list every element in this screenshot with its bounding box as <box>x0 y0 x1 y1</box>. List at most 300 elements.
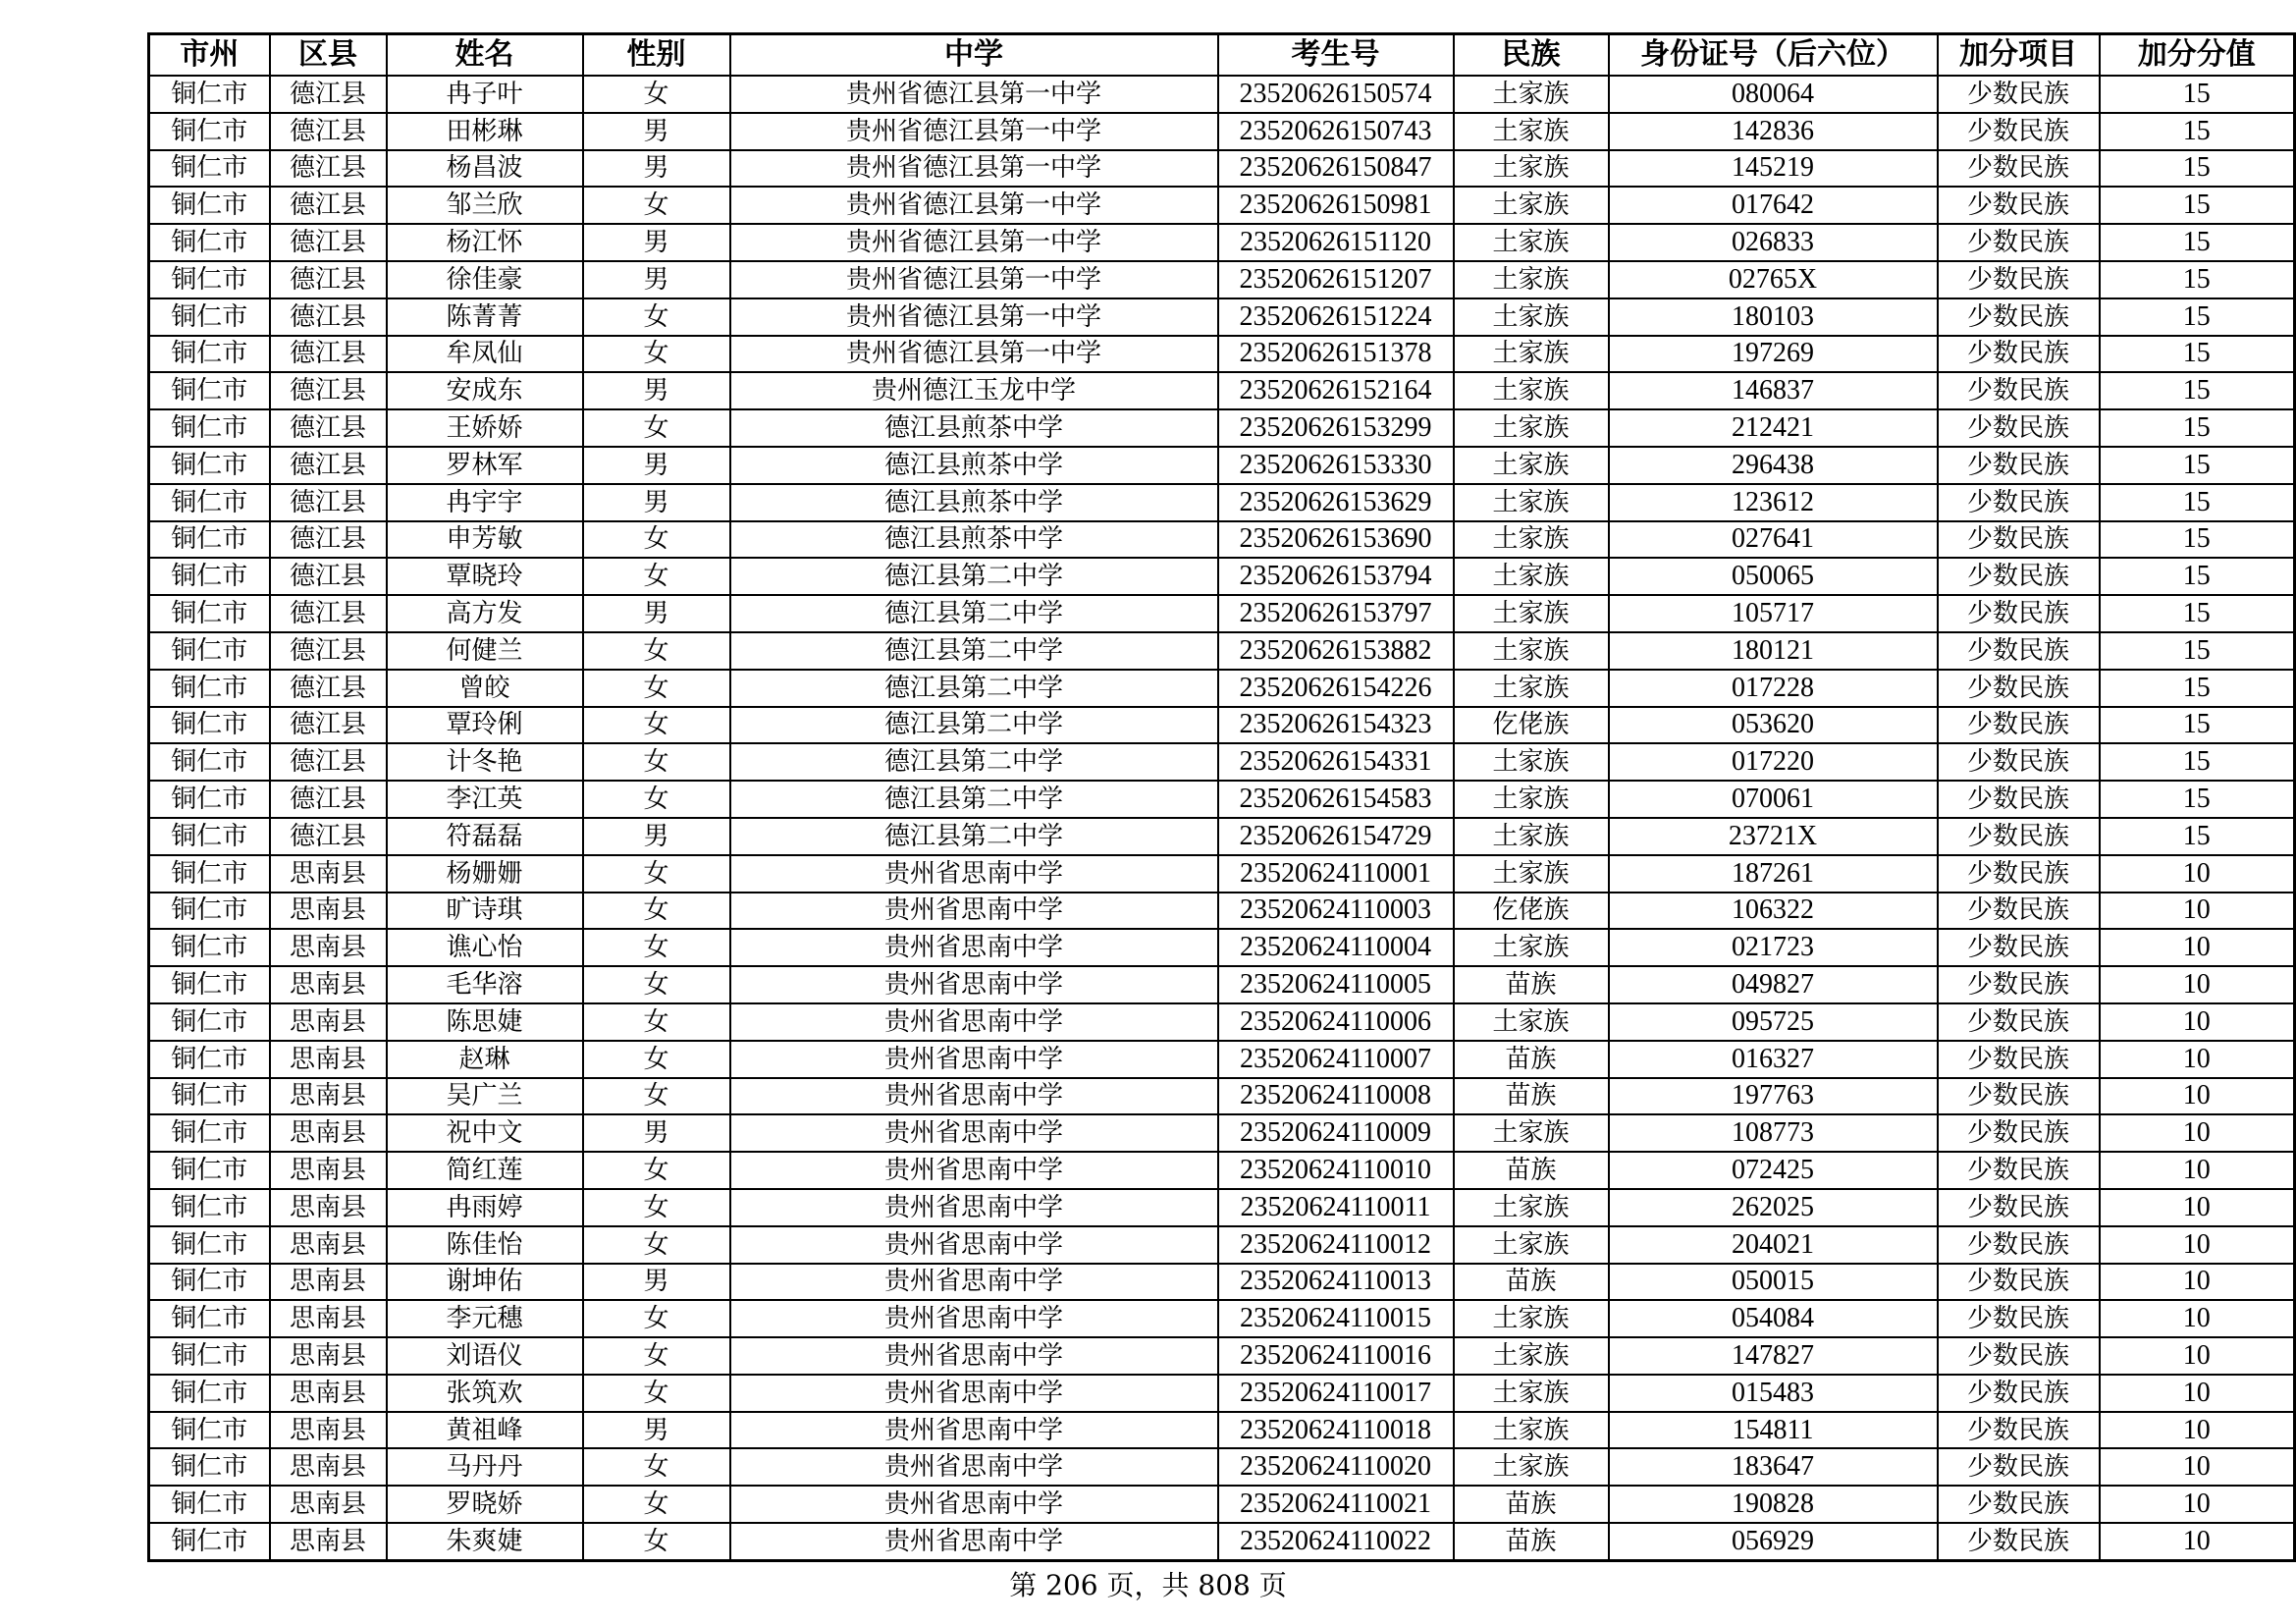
county-cell: 思南县 <box>270 1152 387 1189</box>
table-row <box>149 261 2295 298</box>
name-cell: 谢坤佑 <box>387 1264 583 1301</box>
county-cell: 德江县 <box>270 150 387 188</box>
county-cell: 德江县 <box>270 187 387 224</box>
name-cell: 邹兰欣 <box>387 187 583 224</box>
bonus-value-cell: 10 <box>2100 1300 2295 1337</box>
city-cell: 铜仁市 <box>149 1003 270 1041</box>
school-cell: 贵州省思南中学 <box>730 893 1218 930</box>
school-cell: 贵州省德江县第一中学 <box>730 187 1218 224</box>
city-cell: 铜仁市 <box>149 743 270 781</box>
header-city: 市州 <box>149 34 270 77</box>
gender-cell: 女 <box>583 929 730 966</box>
ethnicity-cell: 土家族 <box>1454 1189 1609 1226</box>
gender-cell: 女 <box>583 632 730 670</box>
exam-number-cell: 23520624110007 <box>1218 1041 1454 1078</box>
table-row <box>149 632 2295 670</box>
table-row <box>149 113 2295 150</box>
table-row <box>149 1003 2295 1041</box>
county-cell: 德江县 <box>270 298 387 336</box>
city-cell: 铜仁市 <box>149 298 270 336</box>
school-cell: 贵州省思南中学 <box>730 1523 1218 1560</box>
name-cell: 李元穗 <box>387 1300 583 1337</box>
school-cell: 德江县第二中学 <box>730 818 1218 855</box>
school-cell: 贵州省思南中学 <box>730 1152 1218 1189</box>
bonus-value-cell: 15 <box>2100 558 2295 595</box>
county-cell: 思南县 <box>270 929 387 966</box>
city-cell: 铜仁市 <box>149 1226 270 1264</box>
county-cell: 思南县 <box>270 893 387 930</box>
exam-number-cell: 23520626151224 <box>1218 298 1454 336</box>
bonus-value-cell: 15 <box>2100 336 2295 373</box>
gender-cell: 男 <box>583 1264 730 1301</box>
bonus-value-cell: 15 <box>2100 150 2295 188</box>
bonus-item-cell: 少数民族 <box>1938 855 2100 893</box>
gender-cell: 女 <box>583 1337 730 1375</box>
gender-cell: 女 <box>583 1078 730 1115</box>
bonus-value-cell: 15 <box>2100 743 2295 781</box>
id-suffix-cell: 072425 <box>1609 1152 1938 1189</box>
name-cell: 覃玲俐 <box>387 707 583 744</box>
id-suffix-cell: 053620 <box>1609 707 1938 744</box>
city-cell: 铜仁市 <box>149 1523 270 1560</box>
county-cell: 思南县 <box>270 1189 387 1226</box>
bonus-value-cell: 15 <box>2100 113 2295 150</box>
bonus-item-cell: 少数民族 <box>1938 1152 2100 1189</box>
city-cell: 铜仁市 <box>149 632 270 670</box>
city-cell: 铜仁市 <box>149 224 270 261</box>
gender-cell: 女 <box>583 1486 730 1523</box>
exam-number-cell: 23520626151120 <box>1218 224 1454 261</box>
city-cell: 铜仁市 <box>149 1264 270 1301</box>
bonus-item-cell: 少数民族 <box>1938 781 2100 818</box>
county-cell: 德江县 <box>270 409 387 447</box>
name-cell: 冉宇宇 <box>387 484 583 521</box>
exam-number-cell: 23520624110017 <box>1218 1375 1454 1412</box>
city-cell: 铜仁市 <box>149 1078 270 1115</box>
exam-number-cell: 23520626153330 <box>1218 447 1454 484</box>
ethnicity-cell: 土家族 <box>1454 781 1609 818</box>
ethnicity-cell: 土家族 <box>1454 187 1609 224</box>
bonus-item-cell: 少数民族 <box>1938 409 2100 447</box>
county-cell: 思南县 <box>270 1448 387 1486</box>
table-row <box>149 76 2295 113</box>
school-cell: 贵州省思南中学 <box>730 1412 1218 1449</box>
table-row <box>149 409 2295 447</box>
city-cell: 铜仁市 <box>149 670 270 707</box>
id-suffix-cell: 147827 <box>1609 1337 1938 1375</box>
id-suffix-cell: 204021 <box>1609 1226 1938 1264</box>
id-suffix-cell: 145219 <box>1609 150 1938 188</box>
bonus-value-cell: 15 <box>2100 261 2295 298</box>
id-suffix-cell: 187261 <box>1609 855 1938 893</box>
city-cell: 铜仁市 <box>149 1189 270 1226</box>
ethnicity-cell: 苗族 <box>1454 1486 1609 1523</box>
bonus-value-cell: 15 <box>2100 484 2295 521</box>
city-cell: 铜仁市 <box>149 855 270 893</box>
name-cell: 毛华溶 <box>387 966 583 1003</box>
table-row <box>149 1226 2295 1264</box>
name-cell: 祝中文 <box>387 1114 583 1152</box>
ethnicity-cell: 土家族 <box>1454 336 1609 373</box>
school-cell: 贵州省思南中学 <box>730 1300 1218 1337</box>
city-cell: 铜仁市 <box>149 336 270 373</box>
gender-cell: 女 <box>583 1226 730 1264</box>
gender-cell: 男 <box>583 1114 730 1152</box>
table-row <box>149 150 2295 188</box>
exam-number-cell: 23520626151378 <box>1218 336 1454 373</box>
name-cell: 谯心怡 <box>387 929 583 966</box>
table-row <box>149 1189 2295 1226</box>
table-row <box>149 1041 2295 1078</box>
exam-number-cell: 23520626153690 <box>1218 521 1454 559</box>
table-row <box>149 743 2295 781</box>
bonus-value-cell: 15 <box>2100 224 2295 261</box>
table-row <box>149 1337 2295 1375</box>
exam-number-cell: 23520626153629 <box>1218 484 1454 521</box>
id-suffix-cell: 146837 <box>1609 372 1938 409</box>
county-cell: 思南县 <box>270 966 387 1003</box>
bonus-value-cell: 10 <box>2100 1078 2295 1115</box>
ethnicity-cell: 土家族 <box>1454 409 1609 447</box>
id-suffix-cell: 017642 <box>1609 187 1938 224</box>
county-cell: 思南县 <box>270 1226 387 1264</box>
bonus-item-cell: 少数民族 <box>1938 484 2100 521</box>
bonus-item-cell: 少数民族 <box>1938 1041 2100 1078</box>
bonus-item-cell: 少数民族 <box>1938 929 2100 966</box>
city-cell: 铜仁市 <box>149 113 270 150</box>
gender-cell: 男 <box>583 818 730 855</box>
id-suffix-cell: 070061 <box>1609 781 1938 818</box>
name-cell: 徐佳豪 <box>387 261 583 298</box>
city-cell: 铜仁市 <box>149 893 270 930</box>
gender-cell: 女 <box>583 521 730 559</box>
ethnicity-cell: 土家族 <box>1454 224 1609 261</box>
city-cell: 铜仁市 <box>149 781 270 818</box>
name-cell: 刘语仪 <box>387 1337 583 1375</box>
school-cell: 德江县煎茶中学 <box>730 484 1218 521</box>
id-suffix-cell: 123612 <box>1609 484 1938 521</box>
bonus-value-cell: 10 <box>2100 1337 2295 1375</box>
school-cell: 德江县第二中学 <box>730 595 1218 632</box>
city-cell: 铜仁市 <box>149 1041 270 1078</box>
header-id-suffix: 身份证号（后六位） <box>1609 34 1938 77</box>
bonus-value-cell: 15 <box>2100 409 2295 447</box>
city-cell: 铜仁市 <box>149 187 270 224</box>
bonus-item-cell: 少数民族 <box>1938 818 2100 855</box>
exam-number-cell: 23520626154323 <box>1218 707 1454 744</box>
name-cell: 计冬艳 <box>387 743 583 781</box>
table-row <box>149 224 2295 261</box>
school-cell: 德江县第二中学 <box>730 781 1218 818</box>
county-cell: 思南县 <box>270 1078 387 1115</box>
city-cell: 铜仁市 <box>149 484 270 521</box>
bonus-item-cell: 少数民族 <box>1938 1486 2100 1523</box>
name-cell: 高方发 <box>387 595 583 632</box>
bonus-value-cell: 15 <box>2100 187 2295 224</box>
name-cell: 杨江怀 <box>387 224 583 261</box>
ethnicity-cell: 苗族 <box>1454 1041 1609 1078</box>
table-row <box>149 336 2295 373</box>
school-cell: 贵州省思南中学 <box>730 1189 1218 1226</box>
name-cell: 赵琳 <box>387 1041 583 1078</box>
id-suffix-cell: 142836 <box>1609 113 1938 150</box>
exam-number-cell: 23520626153794 <box>1218 558 1454 595</box>
city-cell: 铜仁市 <box>149 1486 270 1523</box>
header-bonus-value: 加分分值 <box>2100 34 2295 77</box>
school-cell: 德江县第二中学 <box>730 707 1218 744</box>
ethnicity-cell: 土家族 <box>1454 1375 1609 1412</box>
bonus-item-cell: 少数民族 <box>1938 187 2100 224</box>
ethnicity-cell: 土家族 <box>1454 855 1609 893</box>
city-cell: 铜仁市 <box>149 707 270 744</box>
city-cell: 铜仁市 <box>149 409 270 447</box>
id-suffix-cell: 190828 <box>1609 1486 1938 1523</box>
city-cell: 铜仁市 <box>149 1114 270 1152</box>
bonus-value-cell: 10 <box>2100 1375 2295 1412</box>
school-cell: 贵州省德江县第一中学 <box>730 76 1218 113</box>
school-cell: 贵州德江玉龙中学 <box>730 372 1218 409</box>
exam-number-cell: 23520624110004 <box>1218 929 1454 966</box>
gender-cell: 女 <box>583 1003 730 1041</box>
name-cell: 马丹丹 <box>387 1448 583 1486</box>
gender-cell: 女 <box>583 558 730 595</box>
bonus-item-cell: 少数民族 <box>1938 670 2100 707</box>
exam-number-cell: 23520624110001 <box>1218 855 1454 893</box>
table-row <box>149 447 2295 484</box>
school-cell: 贵州省德江县第一中学 <box>730 298 1218 336</box>
bonus-item-cell: 少数民族 <box>1938 150 2100 188</box>
exam-number-cell: 23520626154331 <box>1218 743 1454 781</box>
id-suffix-cell: 049827 <box>1609 966 1938 1003</box>
bonus-item-cell: 少数民族 <box>1938 1300 2100 1337</box>
ethnicity-cell: 土家族 <box>1454 447 1609 484</box>
school-cell: 贵州省德江县第一中学 <box>730 113 1218 150</box>
exam-number-cell: 23520626153299 <box>1218 409 1454 447</box>
bonus-item-cell: 少数民族 <box>1938 447 2100 484</box>
bonus-item-cell: 少数民族 <box>1938 595 2100 632</box>
county-cell: 思南县 <box>270 1114 387 1152</box>
school-cell: 贵州省思南中学 <box>730 1337 1218 1375</box>
name-cell: 罗林军 <box>387 447 583 484</box>
city-cell: 铜仁市 <box>149 966 270 1003</box>
bonus-value-cell: 15 <box>2100 372 2295 409</box>
school-cell: 德江县第二中学 <box>730 743 1218 781</box>
name-cell: 何健兰 <box>387 632 583 670</box>
school-cell: 贵州省思南中学 <box>730 1264 1218 1301</box>
county-cell: 德江县 <box>270 632 387 670</box>
gender-cell: 男 <box>583 1412 730 1449</box>
header-school: 中学 <box>730 34 1218 77</box>
table-body <box>149 76 2295 1560</box>
name-cell: 王娇娇 <box>387 409 583 447</box>
name-cell: 张筑欢 <box>387 1375 583 1412</box>
exam-number-cell: 23520624110021 <box>1218 1486 1454 1523</box>
school-cell: 贵州省思南中学 <box>730 929 1218 966</box>
ethnicity-cell: 土家族 <box>1454 670 1609 707</box>
gender-cell: 男 <box>583 595 730 632</box>
name-cell: 安成东 <box>387 372 583 409</box>
exam-number-cell: 23520624110006 <box>1218 1003 1454 1041</box>
ethnicity-cell: 土家族 <box>1454 372 1609 409</box>
ethnicity-cell: 土家族 <box>1454 1003 1609 1041</box>
gender-cell: 女 <box>583 855 730 893</box>
exam-number-cell: 23520626154729 <box>1218 818 1454 855</box>
name-cell: 曾皎 <box>387 670 583 707</box>
header-bonus-item: 加分项目 <box>1938 34 2100 77</box>
city-cell: 铜仁市 <box>149 818 270 855</box>
bonus-item-cell: 少数民族 <box>1938 1412 2100 1449</box>
bonus-value-cell: 10 <box>2100 929 2295 966</box>
ethnicity-cell: 土家族 <box>1454 1448 1609 1486</box>
header-name: 姓名 <box>387 34 583 77</box>
name-cell: 覃晓玲 <box>387 558 583 595</box>
name-cell: 田彬琳 <box>387 113 583 150</box>
table-row <box>149 966 2295 1003</box>
exam-number-cell: 23520624110008 <box>1218 1078 1454 1115</box>
city-cell: 铜仁市 <box>149 447 270 484</box>
table-row <box>149 670 2295 707</box>
id-suffix-cell: 154811 <box>1609 1412 1938 1449</box>
name-cell: 吴广兰 <box>387 1078 583 1115</box>
gender-cell: 男 <box>583 150 730 188</box>
bonus-value-cell: 15 <box>2100 632 2295 670</box>
bonus-value-cell: 10 <box>2100 1152 2295 1189</box>
id-suffix-cell: 015483 <box>1609 1375 1938 1412</box>
school-cell: 德江县第二中学 <box>730 632 1218 670</box>
name-cell: 罗晓娇 <box>387 1486 583 1523</box>
gender-cell: 女 <box>583 1152 730 1189</box>
table-row <box>149 929 2295 966</box>
name-cell: 简红莲 <box>387 1152 583 1189</box>
ethnicity-cell: 苗族 <box>1454 966 1609 1003</box>
city-cell: 铜仁市 <box>149 558 270 595</box>
county-cell: 德江县 <box>270 336 387 373</box>
id-suffix-cell: 02765X <box>1609 261 1938 298</box>
city-cell: 铜仁市 <box>149 76 270 113</box>
bonus-item-cell: 少数民族 <box>1938 707 2100 744</box>
ethnicity-cell: 苗族 <box>1454 1264 1609 1301</box>
bonus-value-cell: 10 <box>2100 1412 2295 1449</box>
bonus-item-cell: 少数民族 <box>1938 336 2100 373</box>
gender-cell: 女 <box>583 743 730 781</box>
id-suffix-cell: 105717 <box>1609 595 1938 632</box>
id-suffix-cell: 017228 <box>1609 670 1938 707</box>
county-cell: 德江县 <box>270 818 387 855</box>
county-cell: 思南县 <box>270 1041 387 1078</box>
name-cell: 黄祖峰 <box>387 1412 583 1449</box>
ethnicity-cell: 苗族 <box>1454 1523 1609 1560</box>
table-row <box>149 818 2295 855</box>
name-cell: 旷诗琪 <box>387 893 583 930</box>
gender-cell: 女 <box>583 336 730 373</box>
bonus-item-cell: 少数民族 <box>1938 298 2100 336</box>
county-cell: 德江县 <box>270 558 387 595</box>
table-row <box>149 1300 2295 1337</box>
exam-number-cell: 23520624110012 <box>1218 1226 1454 1264</box>
bonus-value-cell: 15 <box>2100 595 2295 632</box>
school-cell: 德江县第二中学 <box>730 670 1218 707</box>
exam-number-cell: 23520624110013 <box>1218 1264 1454 1301</box>
table-row <box>149 1114 2295 1152</box>
name-cell: 李江英 <box>387 781 583 818</box>
id-suffix-cell: 197269 <box>1609 336 1938 373</box>
gender-cell: 女 <box>583 1041 730 1078</box>
table-row <box>149 595 2295 632</box>
gender-cell: 女 <box>583 1448 730 1486</box>
county-cell: 德江县 <box>270 521 387 559</box>
name-cell: 冉雨婷 <box>387 1189 583 1226</box>
ethnicity-cell: 土家族 <box>1454 261 1609 298</box>
table-row <box>149 1412 2295 1449</box>
exam-number-cell: 23520626153797 <box>1218 595 1454 632</box>
city-cell: 铜仁市 <box>149 150 270 188</box>
bonus-value-cell: 15 <box>2100 707 2295 744</box>
name-cell: 朱爽婕 <box>387 1523 583 1560</box>
exam-number-cell: 23520624110005 <box>1218 966 1454 1003</box>
exam-number-cell: 23520626153882 <box>1218 632 1454 670</box>
bonus-value-cell: 15 <box>2100 781 2295 818</box>
city-cell: 铜仁市 <box>149 372 270 409</box>
ethnicity-cell: 土家族 <box>1454 743 1609 781</box>
ethnicity-cell: 土家族 <box>1454 521 1609 559</box>
bonus-item-cell: 少数民族 <box>1938 1189 2100 1226</box>
header-row <box>149 34 2295 77</box>
id-suffix-cell: 180121 <box>1609 632 1938 670</box>
exam-number-cell: 23520626150847 <box>1218 150 1454 188</box>
ethnicity-cell: 土家族 <box>1454 1337 1609 1375</box>
ethnicity-cell: 土家族 <box>1454 1412 1609 1449</box>
city-cell: 铜仁市 <box>149 521 270 559</box>
header-gender: 性别 <box>583 34 730 77</box>
county-cell: 思南县 <box>270 1523 387 1560</box>
gender-cell: 女 <box>583 781 730 818</box>
bonus-item-cell: 少数民族 <box>1938 1375 2100 1412</box>
id-suffix-cell: 106322 <box>1609 893 1938 930</box>
school-cell: 贵州省思南中学 <box>730 855 1218 893</box>
table-row <box>149 893 2295 930</box>
bonus-value-cell: 10 <box>2100 1189 2295 1226</box>
table-row <box>149 707 2295 744</box>
gender-cell: 男 <box>583 224 730 261</box>
bonus-value-cell: 10 <box>2100 1264 2295 1301</box>
bonus-value-cell: 15 <box>2100 670 2295 707</box>
id-suffix-cell: 016327 <box>1609 1041 1938 1078</box>
bonus-value-cell: 10 <box>2100 893 2295 930</box>
gender-cell: 男 <box>583 261 730 298</box>
exam-number-cell: 23520624110016 <box>1218 1337 1454 1375</box>
table-row <box>149 372 2295 409</box>
ethnicity-cell: 土家族 <box>1454 558 1609 595</box>
table-row <box>149 855 2295 893</box>
ethnicity-cell: 土家族 <box>1454 150 1609 188</box>
exam-number-cell: 23520624110020 <box>1218 1448 1454 1486</box>
ethnicity-cell: 土家族 <box>1454 76 1609 113</box>
ethnicity-cell: 土家族 <box>1454 818 1609 855</box>
bonus-value-cell: 10 <box>2100 966 2295 1003</box>
county-cell: 思南县 <box>270 1375 387 1412</box>
table-row <box>149 781 2295 818</box>
gender-cell: 女 <box>583 187 730 224</box>
id-suffix-cell: 050015 <box>1609 1264 1938 1301</box>
school-cell: 贵州省思南中学 <box>730 1375 1218 1412</box>
id-suffix-cell: 197763 <box>1609 1078 1938 1115</box>
school-cell: 贵州省思南中学 <box>730 1448 1218 1486</box>
ethnicity-cell: 土家族 <box>1454 1114 1609 1152</box>
county-cell: 德江县 <box>270 484 387 521</box>
exam-number-cell: 23520626150743 <box>1218 113 1454 150</box>
gender-cell: 女 <box>583 1300 730 1337</box>
table-row <box>149 1264 2295 1301</box>
